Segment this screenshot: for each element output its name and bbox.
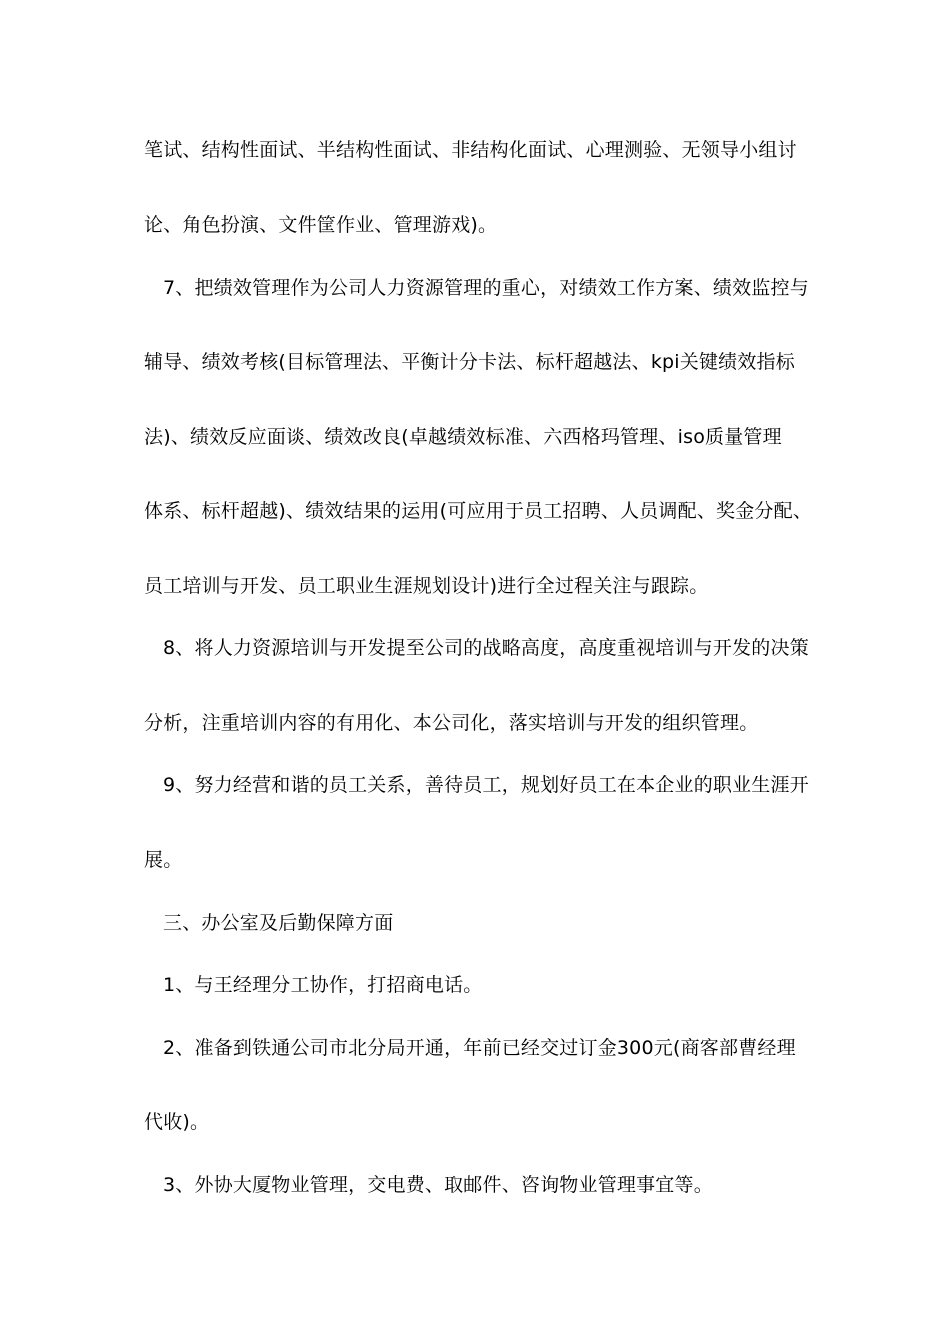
text-line-6: 体系、标杆超越)、绩效结果的运用(可应用于员工招聘、人员调配、奖金分配、	[144, 500, 813, 522]
text-line-5: 法)、绩效反应面谈、绩效改良(卓越绩效标准、六西格玛管理、iso质量管理	[144, 426, 782, 448]
text-line-13: 1、与王经理分工协作，打招商电话。	[163, 974, 483, 996]
text-line-7: 员工培训与开发、员工职业生涯规划设计)进行全过程关注与跟踪。	[144, 575, 709, 597]
text-line-14: 2、准备到铁通公司市北分局开通，年前已经交过订金300元(商客部曹经理	[163, 1037, 796, 1059]
text-line-2: 论、角色扮演、文件筐作业、管理游戏)。	[144, 214, 498, 236]
text-line-15: 代收)。	[144, 1111, 210, 1133]
section-heading: 三、办公室及后勤保障方面	[163, 912, 394, 934]
text-line-3: 7、把绩效管理作为公司人力资源管理的重心，对绩效工作方案、绩效监控与	[163, 277, 809, 299]
text-line-4: 辅导、绩效考核(目标管理法、平衡计分卡法、标杆超越法、kpi关键绩效指标	[144, 351, 795, 373]
text-line-16: 3、外协大厦物业管理，交电费、取邮件、咨询物业管理事宜等。	[163, 1174, 713, 1196]
text-line-1: 笔试、结构性面试、半结构性面试、非结构化面试、心理测验、无领导小组讨	[144, 139, 797, 161]
text-line-9: 分析，注重培训内容的有用化、本公司化，落实培训与开发的组织管理。	[144, 712, 759, 734]
text-line-11: 展。	[144, 849, 183, 871]
text-line-8: 8、将人力资源培训与开发提至公司的战略高度，高度重视培训与开发的决策	[163, 637, 809, 659]
text-line-10: 9、努力经营和谐的员工关系，善待员工，规划好员工在本企业的职业生涯开	[163, 774, 809, 796]
